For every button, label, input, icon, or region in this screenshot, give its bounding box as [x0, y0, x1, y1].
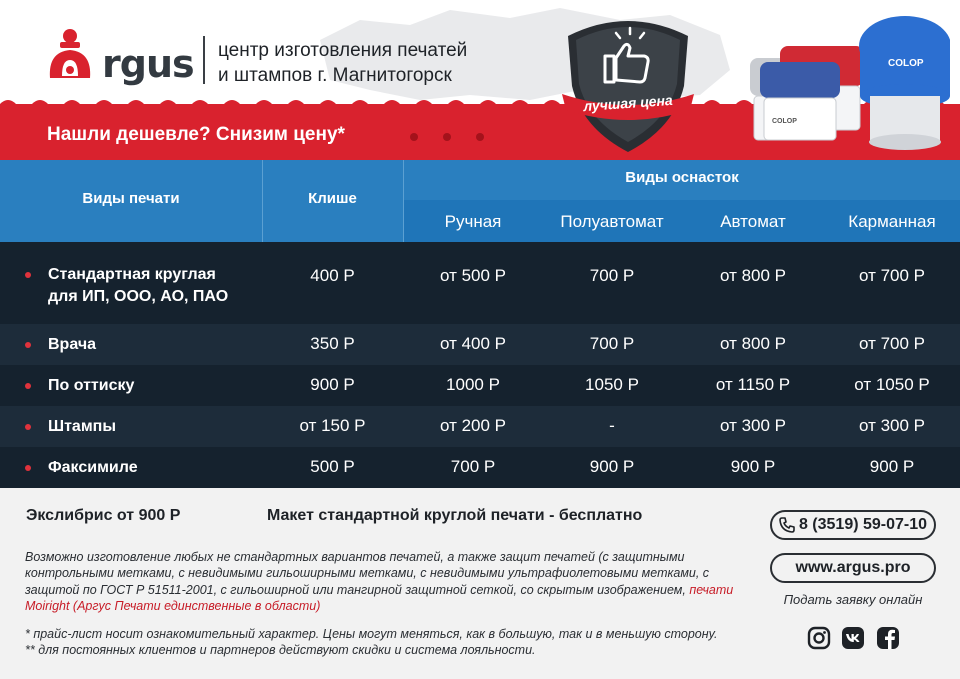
- phone-number: 8 (3519) 59-07-10: [798, 516, 928, 533]
- argus-logo[interactable]: [40, 20, 200, 90]
- header-divider: [203, 36, 205, 84]
- row-name: По оттиску: [48, 377, 135, 394]
- cell-cliche: 500 Р: [310, 457, 355, 476]
- header-cliche: Клише: [308, 190, 357, 207]
- tagline-line1: центр изготовления печатей: [218, 40, 468, 61]
- bullet-icon: [25, 383, 31, 389]
- footnote-2: ** для постоянных клиентов и партнеров действуют скидки и система лояльности.: [25, 643, 536, 658]
- table-row: [0, 406, 960, 447]
- phone-icon: [779, 517, 795, 533]
- cell-manual: от 400 Р: [439, 334, 507, 353]
- cell-cliche: 400 Р: [310, 266, 355, 285]
- bullet-icon: [25, 272, 31, 278]
- moiright-link[interactable]: печати Moiright (Аргус Печати единственные в области): [25, 582, 734, 614]
- row-name: Штампы: [48, 418, 116, 435]
- carousel-dot[interactable]: [476, 133, 484, 141]
- row-name: [48, 264, 228, 308]
- stamp-products-image: [740, 10, 950, 150]
- promo-text: Нашли дешевле? Снизим цену*: [47, 124, 345, 145]
- cell-pocket: от 700 Р: [858, 266, 926, 285]
- table-row: [0, 324, 960, 365]
- tagline-line2: и штампов г. Магнитогорск: [218, 65, 452, 86]
- subheader-semiauto: Полуавтомат: [560, 212, 664, 231]
- facebook-icon[interactable]: [876, 626, 900, 650]
- tagline: [218, 38, 467, 88]
- bullet-icon: [25, 424, 31, 430]
- cell-semiauto: 700 Р: [589, 266, 635, 285]
- cell-auto: от 300 Р: [719, 416, 787, 435]
- row-name: Врача: [48, 336, 97, 353]
- cell-pocket: от 700 Р: [858, 334, 926, 353]
- stamp-brand-label: COLOP: [888, 58, 924, 69]
- services-note: [25, 549, 760, 615]
- logo-mark-icon: [40, 20, 100, 90]
- subheader-manual: Ручная: [444, 212, 502, 231]
- cell-manual: 700 Р: [450, 457, 496, 476]
- stamp-brand-label: COLOP: [772, 118, 797, 125]
- carousel-dot[interactable]: [410, 133, 418, 141]
- table-row: [0, 447, 960, 488]
- logo-text: rgus: [102, 42, 194, 86]
- row-name: Факсимиле: [48, 459, 138, 476]
- cell-cliche: 350 Р: [310, 334, 355, 353]
- cell-semiauto: -: [609, 416, 615, 435]
- services-note-text: Возможно изготовление любых не стандартных вариантов печатей, а также защит печатей (с защитными контрольными метками, с невидимыми гильоширными метками, с невидимыми ультрафиолетовыми метками, с защитой по ГОСТ Р 51511-2001, с гильоширной или тангирной защитной сеткой, со скрытым изображением,: [25, 550, 710, 597]
- cell-pocket: 900 Р: [869, 457, 915, 476]
- row-name-line2: для ИП, ООО, АО, ПАО: [48, 288, 229, 305]
- phone-button[interactable]: [770, 510, 936, 540]
- cell-auto: от 800 Р: [719, 334, 787, 353]
- cell-pocket: от 1050 Р: [854, 375, 930, 394]
- carousel-dots[interactable]: [410, 133, 484, 141]
- footnote-1: * прайс-лист носит ознакомительный характер. Цены могут меняться, как в большую, так и в меньшую сторону.: [25, 627, 718, 641]
- bullet-icon: [25, 465, 31, 471]
- free-layout-offer: Макет стандартной круглой печати - бесплатно: [267, 507, 643, 524]
- bullet-icon: [25, 342, 31, 348]
- vk-icon[interactable]: [841, 626, 865, 650]
- website-link[interactable]: www.argus.pro: [770, 553, 936, 583]
- best-price-label: лучшая цена: [582, 91, 674, 115]
- cell-manual: от 200 Р: [439, 416, 507, 435]
- exlibris-offer: Экслибрис от 900 Р: [26, 507, 181, 524]
- table-row: [0, 365, 960, 406]
- cell-semiauto: 900 Р: [589, 457, 635, 476]
- header-types: Виды печати: [82, 190, 180, 207]
- cell-cliche: 900 Р: [310, 375, 355, 394]
- cell-manual: от 500 Р: [439, 266, 507, 285]
- best-price-badge: [558, 6, 698, 156]
- subheader-pocket: Карманная: [848, 212, 936, 231]
- cell-pocket: от 300 Р: [858, 416, 926, 435]
- cell-auto: от 1150 Р: [715, 375, 791, 394]
- cell-manual: 1000 Р: [446, 375, 500, 394]
- cell-semiauto: 1050 Р: [585, 375, 639, 394]
- table-row: [0, 242, 960, 324]
- carousel-dot[interactable]: [443, 133, 451, 141]
- header-group: Виды оснасток: [625, 169, 739, 186]
- cell-semiauto: 700 Р: [589, 334, 635, 353]
- cell-cliche: от 150 Р: [299, 416, 366, 435]
- cell-auto: от 800 Р: [719, 266, 787, 285]
- row-name-line1: Стандартная круглая: [48, 266, 216, 283]
- subheader-auto: Автомат: [720, 212, 786, 231]
- instagram-icon[interactable]: [807, 626, 831, 650]
- footnotes: [25, 626, 760, 659]
- cell-auto: 900 Р: [730, 457, 776, 476]
- apply-online-text[interactable]: Подать заявку онлайн: [783, 592, 923, 607]
- price-table-body: [0, 242, 960, 488]
